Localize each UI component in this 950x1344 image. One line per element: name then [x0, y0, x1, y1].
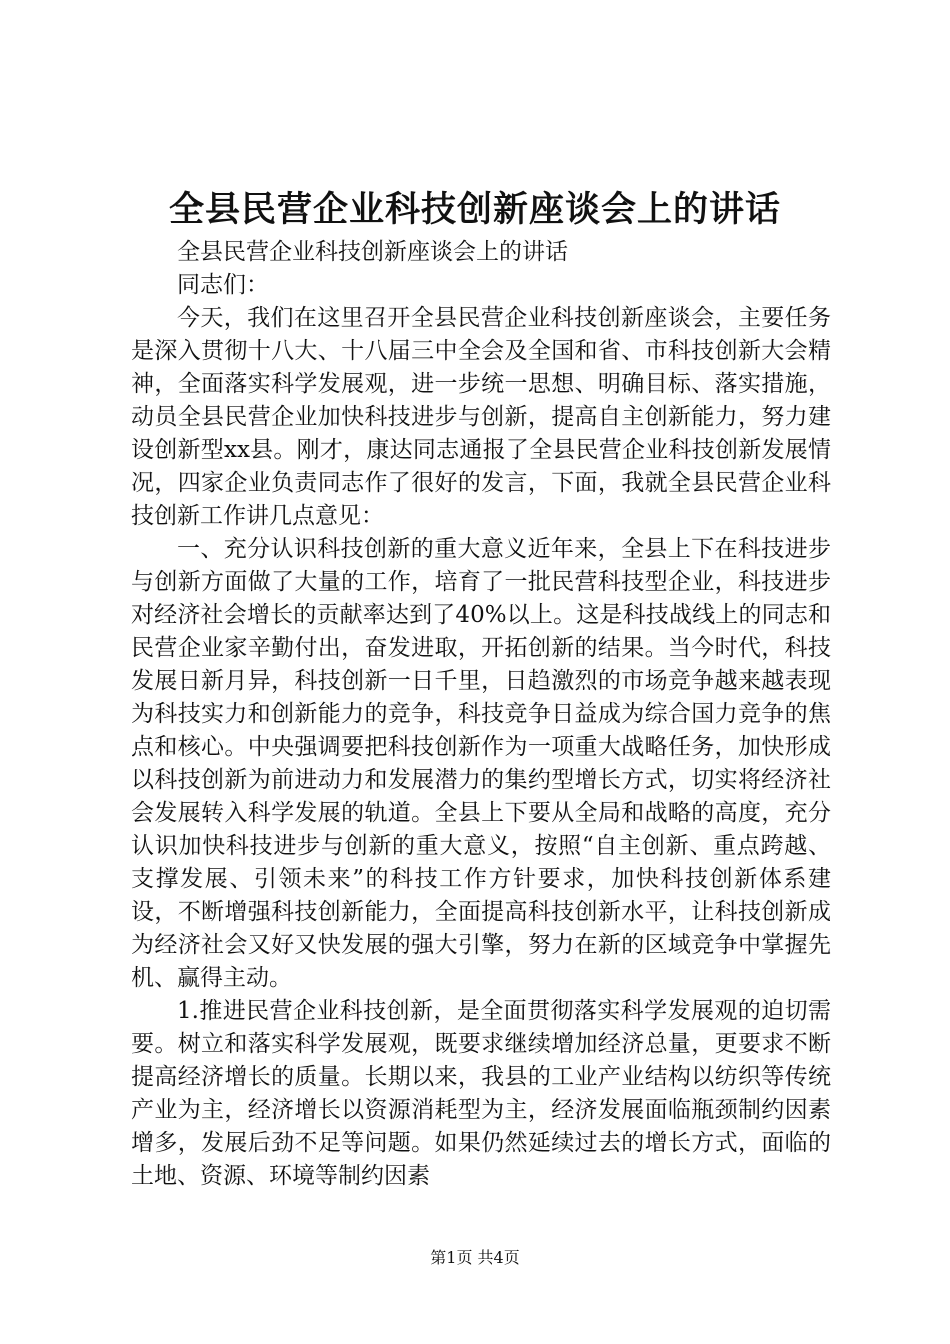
- document-title: 全县民营企业科技创新座谈会上的讲话: [168, 189, 781, 230]
- page-footer: 第1页 共4页: [430, 1248, 520, 1267]
- document-subtitle: 全县民营企业科技创新座谈会上的讲话: [177, 239, 568, 265]
- greeting-line: 同志们：: [177, 272, 269, 298]
- paragraph-intro: 今天，我们在这里召开全县民营企业科技创新座谈会，主要任务是深入贯彻十八大、十八届三中全会及全国和省、市科技创新大会精神，全面落实科学发展观，进一步统一思想、明确目标、落实措施，动员全县民营企业加快科技进步与创新，提高自主创新能力，努力建设创新型xx县。刚才，康达同志通报了全县民营企业科技创新发展情况，四家企业负责同志作了很好的发言，下面，我就全县民营企业科技创新工作讲几点意见：: [131, 305, 831, 529]
- paragraph-point-one: 1.推进民营企业科技创新，是全面贯彻落实科学发展观的迫切需要。树立和落实科学发展观，既要求继续增加经济总量，更要求不断提高经济增长的质量。长期以来，我县的工业产业结构以纺织等传统产业为主，经济增长以资源消耗型为主，经济发展面临瓶颈制约因素增多，发展后劲不足等问题。如果仍然延续过去的增长方式，面临的土地、资源、环境等制约因素: [131, 998, 831, 1189]
- paragraph-section-one: 一、充分认识科技创新的重大意义近年来，全县上下在科技进步与创新方面做了大量的工作，培育了一批民营科技型企业，科技进步对经济社会增长的贡献率达到了40%以上。这是科技战线上的同志和民营企业家辛勤付出，奋发进取，开拓创新的结果。当今时代，科技发展日新月异，科技创新一日千里，日趋激烈的市场竞争越来越表现为科技实力和创新能力的竞争，科技竞争日益成为综合国力竞争的焦点和核心。中央强调要把科技创新作为一项重大战略任务，加快形成以科技创新为前进动力和发展潜力的集约型增长方式，切实将经济社会发展转入科学发展的轨道。全县上下要从全局和战略的高度，充分认识加快科技进步与创新的重大意义，按照“自主创新、重点跨越、支撑发展、引领未来”的科技工作方针要求，加快科技创新体系建设，不断增强科技创新能力，全面提高科技创新水平，让科技创新成为经济社会又好又快发展的强大引擎，努力在新的区域竞争中掌握先机、赢得主动。: [131, 536, 831, 991]
- document-body: [131, 236, 831, 1193]
